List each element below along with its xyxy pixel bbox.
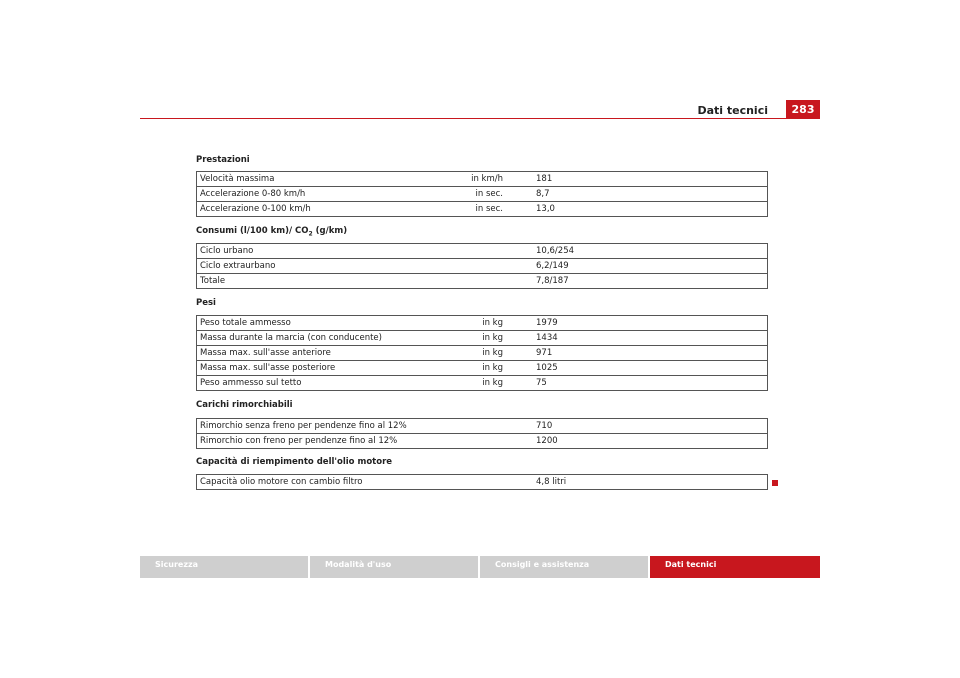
row-label: Velocità massima <box>200 174 275 184</box>
row-unit <box>440 434 506 449</box>
row-value: 1979 <box>536 318 558 328</box>
row-label: Accelerazione 0-80 km/h <box>197 187 441 202</box>
row-value: 971 <box>506 346 768 361</box>
row-unit: in kg <box>440 361 506 376</box>
row-unit: in kg <box>440 346 506 361</box>
row-label: Massa durante la marcia (con conducente) <box>197 331 441 346</box>
table-row <box>197 419 768 434</box>
row-unit: in kg <box>440 376 506 391</box>
row-value: 13,0 <box>506 202 768 217</box>
table-row <box>197 259 768 274</box>
section-title-consumi-unit: (g/km) <box>312 226 348 236</box>
section-title-consumi-main: Consumi (l/100 km)/ CO <box>196 226 309 236</box>
table-consumi <box>196 243 768 289</box>
row-value: 10,6/254 <box>536 246 575 256</box>
row-label: Rimorchio con freno per pendenze fino al 12% <box>197 434 441 449</box>
footer-tab-modalita-uso[interactable]: Modalità d'uso <box>310 556 478 578</box>
table-row <box>197 316 768 331</box>
row-value: 710 <box>536 421 553 431</box>
row-label: Capacità olio motore con cambio filtro <box>200 477 363 487</box>
row-value: 4,8 litri <box>536 477 567 487</box>
row-value: 8,7 <box>506 187 768 202</box>
row-label: Ciclo urbano <box>200 246 254 256</box>
table-row <box>197 187 768 202</box>
footer-nav <box>140 556 820 578</box>
row-label: Massa max. sull'asse anteriore <box>197 346 441 361</box>
row-unit: in sec. <box>440 202 506 217</box>
row-value: 181 <box>536 174 553 184</box>
table-row <box>197 346 768 361</box>
row-unit <box>440 475 506 490</box>
row-unit: in sec. <box>440 187 506 202</box>
row-label: Peso totale ammesso <box>200 318 291 328</box>
table-pesi <box>196 315 768 391</box>
row-value: 75 <box>506 376 768 391</box>
row-unit <box>440 274 506 289</box>
section-title-prestazioni: Prestazioni <box>196 155 250 165</box>
table-prestazioni <box>196 171 768 217</box>
row-unit <box>440 419 506 434</box>
row-label: Peso ammesso sul tetto <box>197 376 441 391</box>
table-row <box>197 434 768 449</box>
table-olio <box>196 474 768 490</box>
table-row <box>197 172 768 187</box>
row-label: Accelerazione 0-100 km/h <box>197 202 441 217</box>
header-divider <box>140 118 820 119</box>
footer-tab-dati-tecnici[interactable]: Dati tecnici <box>650 556 820 578</box>
section-title-olio: Capacità di riempimento dell'olio motore <box>196 457 393 467</box>
row-value: 1434 <box>506 331 768 346</box>
row-label: Rimorchio senza freno per pendenze fino al 12% <box>200 421 407 431</box>
section-end-marker <box>772 480 778 486</box>
section-title-carichi: Carichi rimorchiabili <box>196 400 293 410</box>
table-row <box>197 331 768 346</box>
table-row <box>197 376 768 391</box>
page-number-badge: 283 <box>786 100 820 119</box>
footer-tab-sicurezza[interactable]: Sicurezza <box>140 556 308 578</box>
row-unit: in km/h <box>471 174 503 184</box>
section-title-consumi-subscript: 2 <box>308 230 313 238</box>
table-row <box>197 361 768 376</box>
row-value: 6,2/149 <box>506 259 768 274</box>
section-title-consumi <box>196 226 347 238</box>
row-unit <box>440 259 506 274</box>
table-carichi <box>196 418 768 449</box>
row-unit <box>440 244 506 259</box>
row-unit: in kg <box>440 331 506 346</box>
section-title-pesi: Pesi <box>196 298 216 308</box>
row-value: 1200 <box>506 434 768 449</box>
page-header-title: Dati tecnici <box>697 104 768 117</box>
row-label: Totale <box>197 274 441 289</box>
row-value: 7,8/187 <box>506 274 768 289</box>
footer-tab-consigli-assistenza[interactable]: Consigli e assistenza <box>480 556 648 578</box>
row-label: Massa max. sull'asse posteriore <box>197 361 441 376</box>
row-value: 1025 <box>506 361 768 376</box>
table-row <box>197 202 768 217</box>
table-row <box>197 244 768 259</box>
row-label: Ciclo extraurbano <box>197 259 441 274</box>
table-row <box>197 274 768 289</box>
table-row <box>197 475 768 490</box>
row-unit: in kg <box>482 318 503 328</box>
